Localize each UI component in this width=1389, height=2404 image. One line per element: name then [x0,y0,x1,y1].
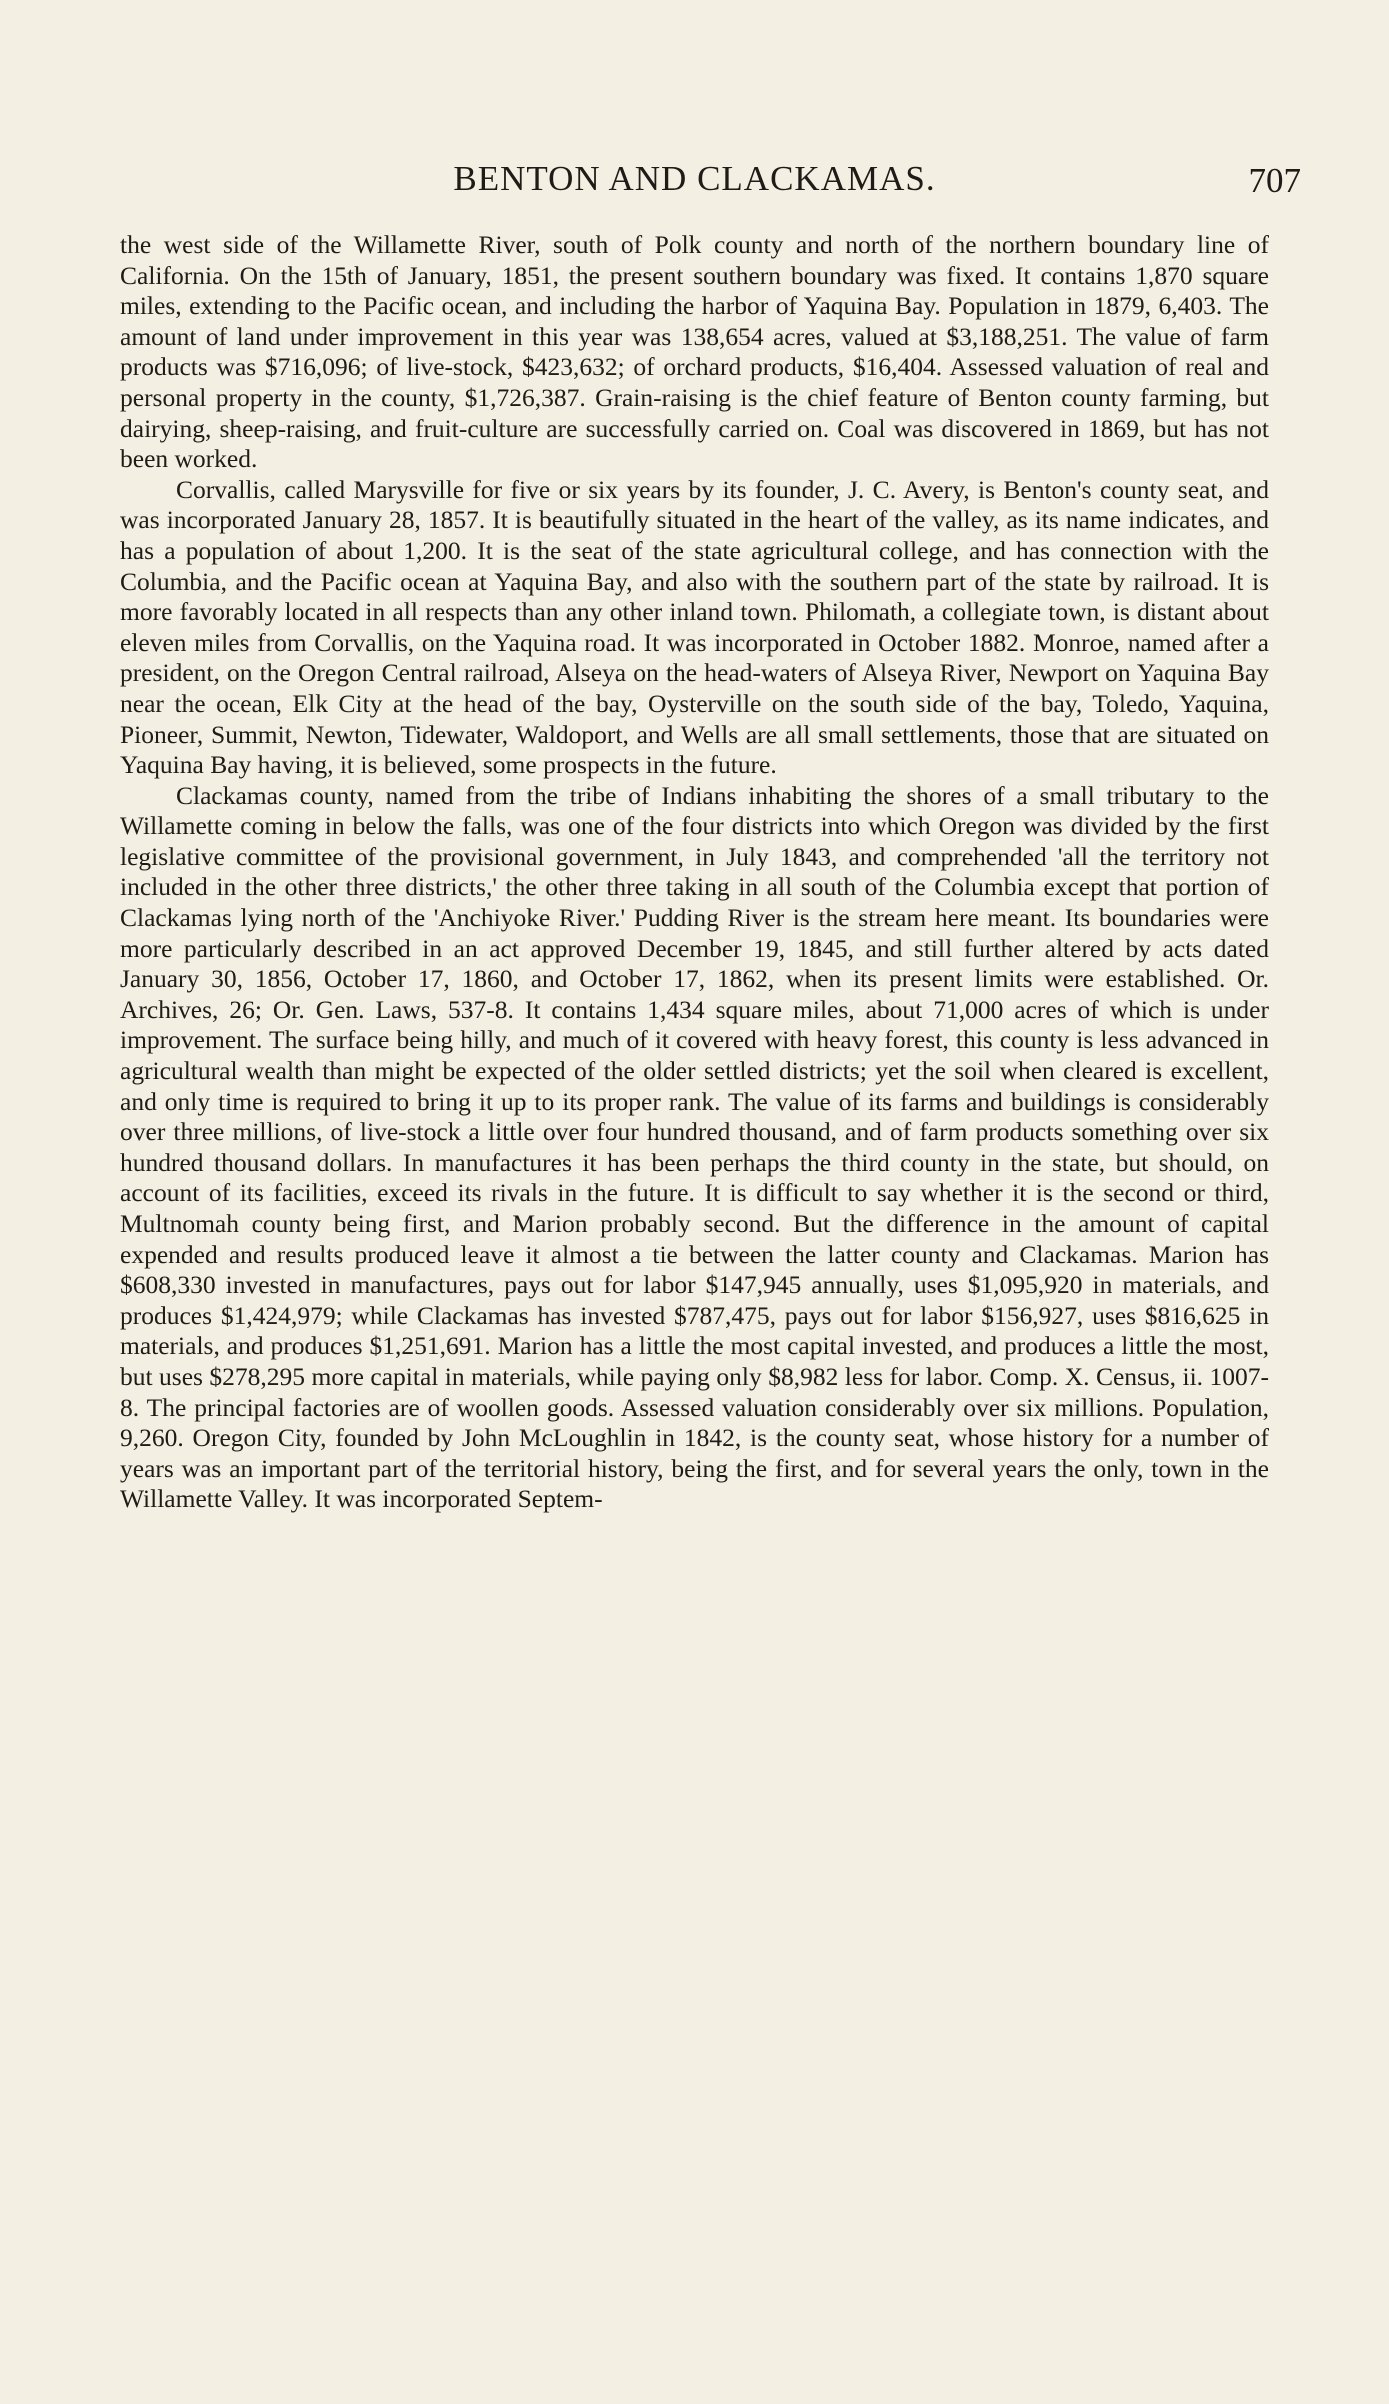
body-text [120,230,1269,1515]
running-header [120,156,1301,202]
paragraph-benton-county-continued: the west side of the Willamette River, south of Polk county and north of the northern boundary line of California. On the 15th of January, 1851, the present southern boundary was fixed. It contains 1,870 square miles, extending to the Pacific ocean, and including the harbor of Yaquina Bay. Population in 1879, 6,403. The amount of land under improvement in this year was 138,654 acres, valued at $3,188,251. The value of farm products was $716,096; of live-stock, $423,632; of orchard products, $16,404. Assessed valuation of real and personal property in the county, $1,726,387. Grain-raising is the chief feature of Benton county farming, but dairying, sheep-raising, and fruit-culture are successfully carried on. Coal was discovered in 1869, but has not been worked. [120,230,1269,474]
running-title: BENTON AND CLACKAMAS. [453,159,936,198]
paragraph-corvallis: Corvallis, called Marysville for five or six years by its founder, J. C. Avery, is Benton's county seat, and was incorporated January 28, 1857. It is beautifully situated in the heart of the valley, as its name indicates, and has a population of about 1,200. It is the seat of the state agricultural college, and has connection with the Columbia, and the Pacific ocean at Yaquina Bay, and also with the southern part of the state by railroad. It is more favorably located in all respects than any other inland town. Philomath, a collegiate town, is distant about eleven miles from Corvallis, on the Yaquina road. It was incorporated in October 1882. Monroe, named after a president, on the Oregon Central railroad, Alseya on the head-waters of Alseya River, Newport on Yaquina Bay near the ocean, Elk City at the head of the bay, Oysterville on the south side of the bay, Toledo, Yaquina, Pioneer, Summit, Newton, Tidewater, Waldoport, and Wells are all small settlements, those that are situated on Yaquina Bay having, it is believed, some prospects in the future. [120,474,1269,780]
paragraph-clackamas-county: Clackamas county, named from the tribe of Indians inhabiting the shores of a small tributary to the Willamette coming in below the falls, was one of the four districts into which Oregon was divided by the first legislative committee of the provisional government, in July 1843, and comprehended 'all the territory not included in the other three districts,' the other three taking in all south of the Columbia except that portion of Clackamas lying north of the 'Anchiyoke River.' Pudding River is the stream here meant. Its boundaries were more particularly described in an act approved December 19, 1845, and still further altered by acts dated January 30, 1856, October 17, 1860, and October 17, 1862, when its present limits were established. Or. Archives, 26; Or. Gen. Laws, 537-8. It contains 1,434 square miles, about 71,000 acres of which is under improvement. The surface being hilly, and much of it covered with heavy forest, this county is less advanced in agricultural wealth than might be expected of the older settled districts; yet the soil when cleared is excellent, and only time is required to bring it up to its proper rank. The value of its farms and buildings is considerably over three millions, of live-stock a little over four hundred thousand, and of farm products something over six hundred thousand dollars. In manufactures it has been perhaps the third county in the state, but should, on account of its facilities, exceed its rivals in the future. It is difficult to say whether it is the second or third, Multnomah county being first, and Marion probably second. But the difference in the amount of capital expended and results produced leave it almost a tie between the latter county and Clackamas. Marion has $608,330 invested in manufactures, pays out for labor $147,945 annually, uses $1,095,920 in materials, and produces $1,424,979; while Clackamas has invested $787,475, pays out for labor $156,927, uses $816,625 in materials, and produces $1,251,691. Marion has a little the most capital invested, and produces a little the most, but uses $278,295 more capital in materials, while paying only $8,982 less for labor. Comp. X. Census, ii. 1007-8. The principal factories are of woollen goods. Assessed valuation considerably over six millions. Population, 9,260. Oregon City, founded by John McLoughlin in 1842, is the county seat, whose history for a number of years was an important part of the territorial history, being the first, and for several years the only, town in the Willamette Valley. It was incorporated Septem- [120,780,1269,1514]
page-number: 707 [1248,161,1301,200]
